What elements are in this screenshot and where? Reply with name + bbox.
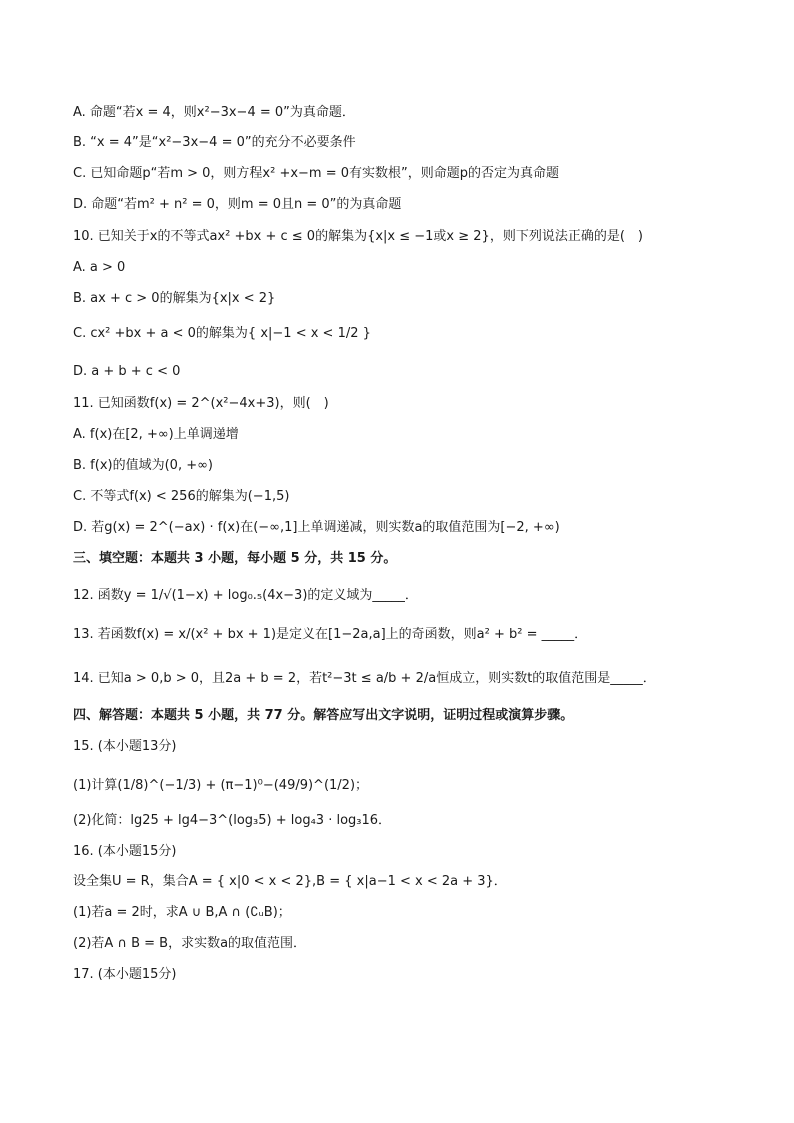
section-answer: 四、解答题：本题共 5 小题，共 77 分。解答应写出文字说明，证明过程或演算步骤。: [73, 708, 574, 723]
option-11b: B. f(x)的值域为(0, +∞): [73, 458, 213, 473]
option-11d: D. 若g(x) = 2^(−ax) · f(x)在(−∞,1]上单调递减，则实数a的取值范围为[−2, +∞): [73, 520, 560, 535]
option-9a: A. 命题“若x = 4，则x²−3x−4 = 0”为真命题．: [73, 105, 355, 120]
question-16-header: 16. (本小题15分): [73, 844, 177, 859]
option-9b: B. “x = 4”是“x²−3x−4 = 0”的充分不必要条件: [73, 135, 356, 150]
option-9d: D. 命题“若m² + n² = 0，则m = 0且n = 0”的为真命题: [73, 197, 402, 212]
section-fill-in: 三、填空题：本题共 3 小题，每小题 5 分，共 15 分。: [73, 551, 397, 566]
option-11c: C. 不等式f(x) < 256的解集为(−1,5): [73, 489, 290, 504]
question-14: 14. 已知a > 0,b > 0，且2a + b = 2，若t²−3t ≤ a/b + 2/a恒成立，则实数t的取值范围是_____．: [73, 671, 656, 686]
question-17-header: 17. (本小题15分): [73, 967, 177, 982]
question-11: 11. 已知函数f(x) = 2^(x²−4x+3)，则( ): [73, 396, 329, 411]
question-15-part2: (2)化简：lg25 + lg4−3^(log₃5) + log₄3 · log₃16．: [73, 813, 392, 828]
option-11a: A. f(x)在[2, +∞)上单调递增: [73, 427, 239, 442]
question-12: 12. 函数y = 1/√(1−x) + log₀.₅(4x−3)的定义域为_____．: [73, 588, 418, 603]
question-15-part1: (1)计算(1/8)^(−1/3) + (π−1)⁰−(49/9)^(1/2)；: [73, 778, 369, 793]
option-9c: C. 已知命题p“若m > 0，则方程x² +x−m = 0有实数根”，则命题p的否定为真命题: [73, 166, 560, 181]
question-10: 10. 已知关于x的不等式ax² +bx + c ≤ 0的解集为{x|x ≤ −1或x ≥ 2}，则下列说法正确的是( ): [73, 229, 643, 244]
option-10d: D. a + b + c < 0: [73, 364, 181, 379]
question-13: 13. 若函数f(x) = x/(x² + bx + 1)是定义在[1−2a,a]上的奇函数，则a² + b² = _____．: [73, 627, 588, 642]
option-10a: A. a > 0: [73, 260, 126, 275]
question-16-part1: (1)若a = 2时，求A ∪ B,A ∩ (∁ᵤB)；: [73, 905, 291, 920]
question-15-header: 15. (本小题13分): [73, 739, 177, 754]
question-16-part2: (2)若A ∩ B = B，求实数a的取值范围．: [73, 936, 307, 951]
option-10c: C. cx² +bx + a < 0的解集为{ x|−1 < x < 1/2 }: [73, 326, 371, 341]
question-16-stem: 设全集U = R，集合A = { x|0 < x < 2},B = { x|a−1 < x < 2a + 3}．: [73, 874, 507, 889]
option-10b: B. ax + c > 0的解集为{x|x < 2}: [73, 291, 276, 306]
